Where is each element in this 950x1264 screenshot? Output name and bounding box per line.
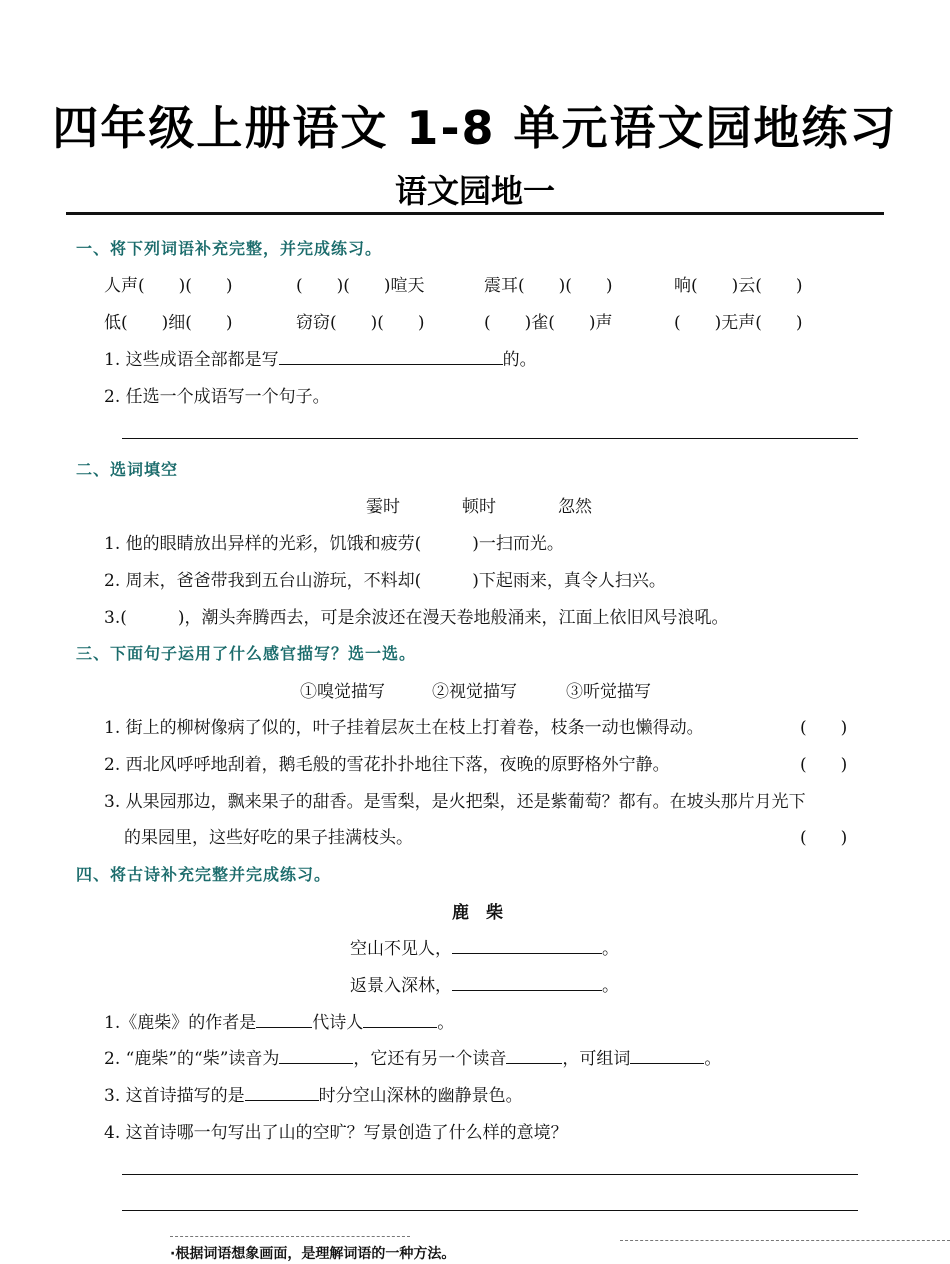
answer-blank[interactable] [363,1026,437,1028]
sense-option: ③听觉描写 [566,682,651,702]
section1-heading: 一、将下列词语补充完整，并完成练习。 [76,239,383,258]
question-text: 2. “鹿柴”的“柴”读音为 [104,1049,280,1069]
section3-heading: 三、下面句子运用了什么感官描写？选一选。 [76,644,417,663]
idiom-item[interactable]: 低( )细( ) [104,313,233,333]
answer-blank[interactable] [279,1062,353,1064]
answer-blank[interactable] [279,363,503,365]
section2-question-1[interactable]: 1. 他的眼睛放出异样的光彩，饥饿和疲劳( )一扫而光。 [104,534,564,554]
idiom-item[interactable]: ( )无声( ) [674,313,803,333]
poem-text: 返景入深林， [350,976,452,996]
worksheet-subtitle: 语文园地一 [394,172,555,210]
section2-question-2[interactable]: 2. 周末，爸爸带我到五台山游玩，不料却( )下起雨来，真令人扫兴。 [104,571,666,591]
answer-paren[interactable]: ( ) [800,755,848,775]
section2-heading: 二、选词填空 [76,460,179,479]
question-text: ，可组词 [562,1049,631,1069]
section2-question-3[interactable]: 3.( )，潮头奔腾西去，可是余波还在漫天卷地般涌来，江面上依旧风号浪吼。 [104,608,729,628]
answer-blank[interactable] [245,1099,319,1101]
footer-tip: ·根据词语想象画面，是理解词语的一种方法。 [170,1246,456,1262]
question-text: 1. 这些成语全部都是写 [104,350,279,370]
section3-question-2: 2. 西北风呼呼地刮着，鹅毛般的雪花扑扑地往下落，夜晚的原野格外宁静。 [104,755,670,775]
question-text: 。 [704,1049,722,1069]
answer-blank[interactable] [506,1062,562,1064]
idiom-item[interactable]: 响( )云( ) [674,276,803,296]
section4-question-4: 4. 这首诗哪一句写出了山的空旷？写景创造了什么样的意境？ [104,1123,568,1143]
sense-option: ①嗅觉描写 [300,682,385,702]
section4-question-2 [104,1044,721,1069]
word-choice: 忽然 [558,497,592,517]
poem-period: 。 [602,976,619,996]
section4-question-1 [104,1008,454,1033]
answer-paren[interactable]: ( ) [800,718,848,738]
section3-question-3-cont: 的果园里，这些好吃的果子挂满枝头。 [124,828,413,848]
idiom-item[interactable]: ( )( )喧天 [296,276,425,296]
answer-writing-line[interactable] [122,1210,858,1211]
idiom-item[interactable]: ( )雀( )声 [484,313,613,333]
section1-question-2: 2. 任选一个成语写一个句子。 [104,387,330,407]
idiom-item[interactable]: 震耳( )( ) [484,276,613,296]
tip-border [170,1236,410,1237]
answer-blank[interactable] [256,1026,312,1028]
question-text: 。 [437,1013,455,1033]
question-text: 1.《鹿柴》的作者是 [104,1013,257,1033]
question-text: ，它还有另一个读音 [353,1049,507,1069]
answer-writing-line[interactable] [122,1174,858,1175]
idiom-item[interactable]: 人声( )( ) [104,276,233,296]
question-text: 3. 这首诗描写的是 [104,1086,245,1106]
poem-period: 。 [602,939,619,959]
poem-blank[interactable] [452,952,602,954]
answer-paren[interactable]: ( ) [800,828,848,848]
tip-border [620,1240,950,1241]
poem-text: 空山不见人， [350,939,452,959]
poem-line-1 [350,934,619,959]
word-choice: 霎时 [366,497,400,517]
sense-option: ②视觉描写 [432,682,517,702]
answer-writing-line[interactable] [122,438,858,439]
answer-blank[interactable] [630,1062,704,1064]
question-text: 的。 [502,350,537,370]
section3-question-3: 3. 从果园那边，飘来果子的甜香。是雪梨，是火把梨，还是紫葡萄？都有。在坡头那片月光下 [104,792,806,812]
section4-question-3 [104,1081,523,1106]
worksheet-title: 四年级上册语文 1-8 单元语文园地练习 [52,101,898,155]
section3-question-1: 1. 街上的柳树像病了似的，叶子挂着层灰土在枝上打着卷，枝条一动也懒得动。 [104,718,704,738]
title-divider [66,212,884,215]
idiom-item[interactable]: 窃窃( )( ) [296,313,425,333]
question-text: 时分空山深林的幽静景色。 [318,1086,523,1106]
poem-title: 鹿 柴 [452,903,503,923]
question-text: 代诗人 [312,1013,364,1033]
poem-blank[interactable] [452,989,602,991]
section1-question-1 [104,345,537,370]
section4-heading: 四、将古诗补充完整并完成练习。 [76,865,332,884]
poem-line-2 [350,971,619,996]
word-choice: 顿时 [462,497,496,517]
